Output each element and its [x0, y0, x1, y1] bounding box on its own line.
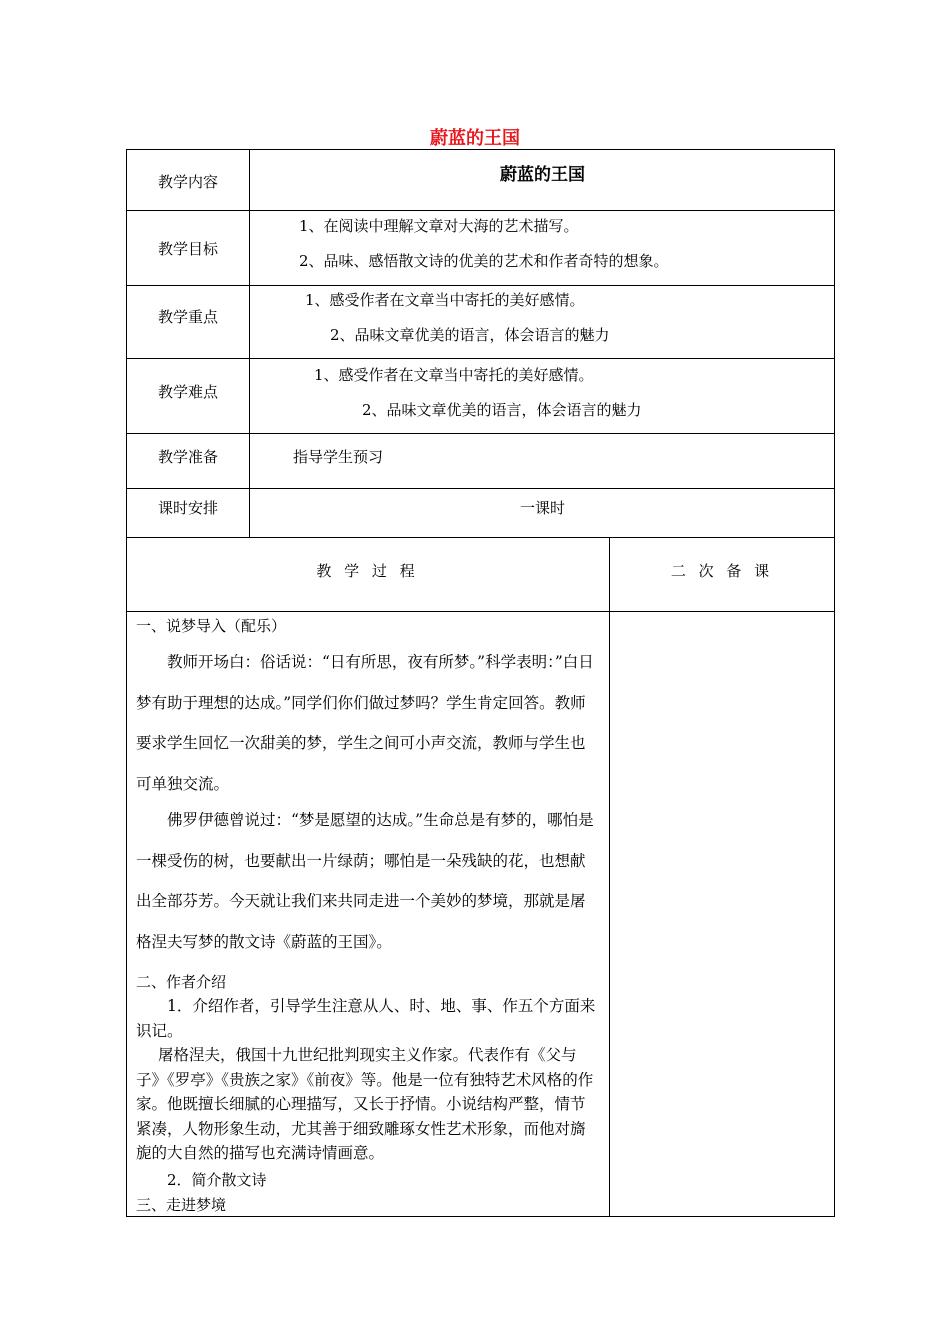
table-border	[609, 537, 610, 1217]
row-label-key-points: 教学重点	[157, 308, 218, 326]
table-border	[126, 358, 835, 359]
row-label-difficulties: 教学难点	[157, 383, 218, 401]
table-border	[249, 149, 250, 538]
document-title: 蔚蓝的王国	[430, 128, 520, 149]
key-point-item: 2、品味文章优美的语言，体会语言的魅力	[330, 326, 610, 344]
table-border	[126, 210, 835, 211]
table-border	[834, 149, 835, 1217]
key-point-item: 1、感受作者在文章当中寄托的美好感情。	[305, 291, 585, 309]
list-item: 2．简介散文诗	[167, 1171, 267, 1189]
row-label-preparation: 教学准备	[157, 448, 218, 466]
row-label-goals: 教学目标	[157, 240, 218, 258]
goal-item: 2、品味、感悟散文诗的优美的艺术和作者奇特的想象。	[299, 252, 669, 270]
section-title: 一、说梦导入（配乐）	[136, 617, 287, 635]
difficulty-item: 1、感受作者在文章当中寄托的美好感情。	[314, 366, 594, 384]
process-header: 教 学 过 程	[316, 562, 419, 580]
table-border	[126, 1216, 835, 1217]
table-border	[126, 149, 835, 150]
preparation-value: 指导学生预习	[293, 448, 384, 466]
schedule-value: 一课时	[519, 499, 565, 517]
table-border	[126, 611, 835, 612]
paragraph: 教师开场白：俗话说：“日有所思，夜有所梦。”科学表明：”白日梦有助于理想的达成。”同学们你们做过梦吗？学生肯定回答。教师要求学生回忆一次甜美的梦，学生之间可小声交流，教师与学生也可单独交流。	[136, 653, 594, 793]
paragraph: 佛罗伊德曾说过：“梦是愿望的达成。”生命总是有梦的，哪怕是一棵受伤的树，也要献出一片绿荫；哪怕是一朵残缺的花，也想献出全部芬芳。今天就让我们来共同走进一个美妙的梦境，那就是屠格涅夫写梦的散文诗《蔚蓝的王国》。	[136, 811, 594, 951]
list-item: 1．介绍作者，引导学生注意从人、时、地、事、作五个方面来识记。	[136, 997, 596, 1040]
table-border	[126, 488, 835, 489]
table-border	[126, 537, 835, 538]
second-prep-header: 二 次 备 课	[670, 562, 774, 580]
goal-item: 1、在阅读中理解文章对大海的艺术描写。	[299, 217, 579, 235]
section-title: 三、走进梦境	[136, 1196, 227, 1214]
paragraph: 屠格涅夫，俄国十九世纪批判现实主义作家。代表作有《父与子》《罗亭》《贵族之家》《前夜》等。他是一位有独特艺术风格的作家。他既擅长细腻的心理描写，又长于抒情。小说结构严整，情节紧凑，人物形象生动，尤其善于细致雕琢女性艺术形象，而他对旖旎的大自然的描写也充满诗情画意。	[136, 1046, 594, 1162]
lesson-title: 蔚蓝的王国	[500, 165, 585, 185]
difficulty-item: 2、品味文章优美的语言，体会语言的魅力	[362, 401, 642, 419]
table-border	[126, 285, 835, 286]
row-label-schedule: 课时安排	[157, 499, 218, 517]
row-label-content: 教学内容	[157, 173, 218, 191]
table-border	[126, 433, 835, 434]
section-title: 二、作者介绍	[136, 973, 227, 991]
